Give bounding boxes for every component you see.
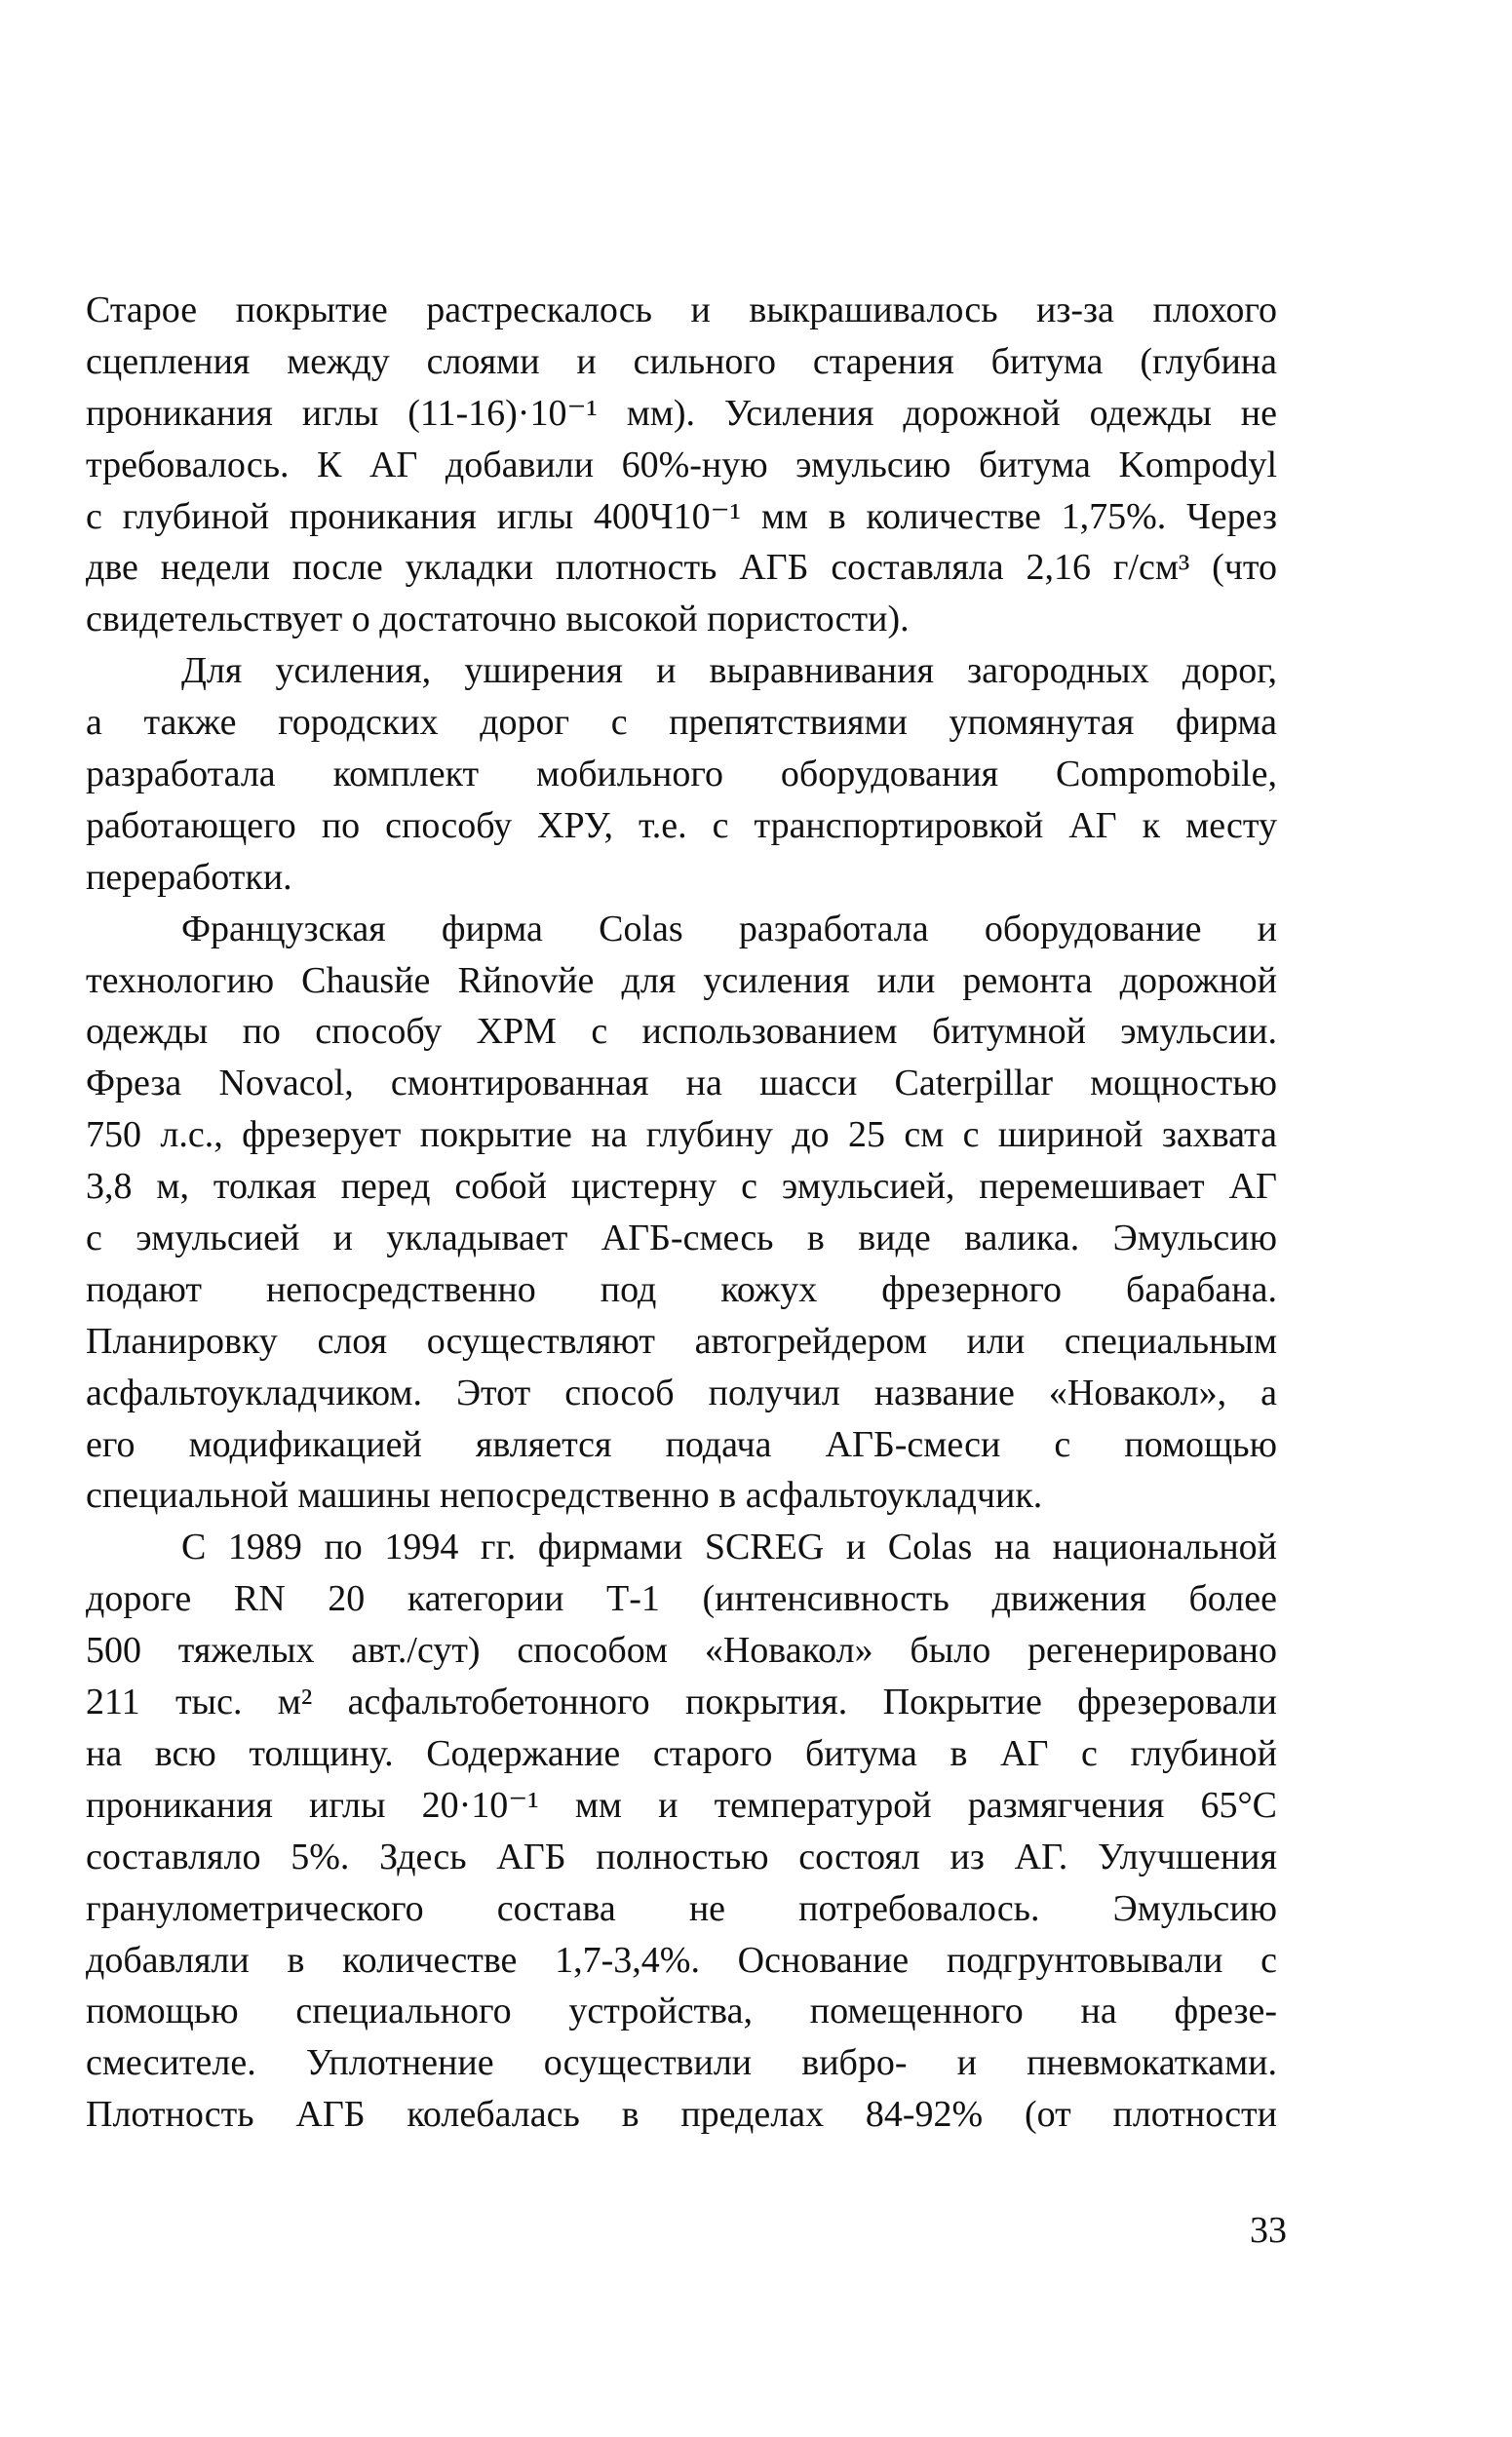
text-line: а также городских дорог с препятствиями упомянутая фирма bbox=[86, 702, 1277, 744]
text-line: свидетельствует о достаточно высокой пористости). bbox=[86, 599, 910, 640]
text-line: 3,8 м, толкая перед собой цистерну с эмульсией, перемешивает АГ bbox=[86, 1166, 1277, 1208]
text-line: Планировку слоя осуществляют автогрейдером или специальным bbox=[86, 1320, 1277, 1362]
text-line: помощью специального устройства, помещенного на фрезе- bbox=[86, 1991, 1277, 2032]
text-line: составляло 5%. Здесь АГБ полностью состоял из АГ. Улучшения bbox=[86, 1836, 1277, 1877]
text-line: сцепления между слоями и сильного старения битума (глубина bbox=[86, 340, 1277, 382]
text-line: Плотность АГБ колебалась в пределах 84-92% (от плотности bbox=[86, 2094, 1277, 2136]
text-line: переработки. bbox=[86, 856, 292, 898]
text-line: 750 л.с., фрезерует покрытие на глубину до 25 см с шириной захвата bbox=[86, 1114, 1277, 1156]
text-line: проникания иглы 20·10⁻¹ мм и температурой размягчения 65°С bbox=[86, 1784, 1277, 1826]
text-line: две недели после укладки плотность АГБ составляла 2,16 г/см³ (что bbox=[86, 547, 1277, 589]
page-number: 33 bbox=[1250, 2210, 1287, 2251]
text-line: на всю толщину. Содержание старого битума в АГ с глубиной bbox=[86, 1732, 1277, 1774]
text-line: добавляли в количестве 1,7-3,4%. Основание подгрунтовывали с bbox=[86, 1939, 1277, 1981]
text-line: 500 тяжелых авт./сут) способом «Новакол» было регенерировано bbox=[86, 1630, 1277, 1672]
text-line: Старое покрытие растрескалось и выкрашивалось из-за плохого bbox=[86, 290, 1277, 330]
text-line: технологию Chausйe Rйnovйe для усиления или ремонта дорожной bbox=[86, 959, 1277, 1001]
text-line: Фреза Novacol, смонтированная на шасси Caterpillar мощностью bbox=[86, 1063, 1277, 1104]
text-line: проникания иглы (11-16)·10⁻¹ мм). Усиления дорожной одежды не bbox=[86, 392, 1277, 434]
text-line: с глубиной проникания иглы 400Ч10⁻¹ мм в количестве 1,75%. Через bbox=[86, 495, 1277, 537]
text-line: его модификацией является подача АГБ-смеси с помощью bbox=[86, 1423, 1277, 1465]
text-line: С 1989 по 1994 гг. фирмами SCREG и Colas на национальной bbox=[181, 1527, 1277, 1568]
text-line: разработала комплект мобильного оборудования Compomobile, bbox=[86, 754, 1277, 795]
body-text bbox=[86, 285, 1277, 2141]
text-line: Для усиления, уширения и выравнивания загородных дорог, bbox=[181, 650, 1277, 692]
text-line: подают непосредственно под кожух фрезерного барабана. bbox=[86, 1268, 1277, 1310]
text-line: работающего по способу ХРУ, т.е. с транспортировкой АГ к месту bbox=[86, 804, 1277, 846]
text-line: специальной машины непосредственно в асфальтоукладчик. bbox=[86, 1475, 1043, 1517]
text-line: гранулометрического состава не потребовалось. Эмульсию bbox=[86, 1887, 1277, 1929]
text-line: Французская фирма Colas разработала оборудование и bbox=[181, 908, 1277, 949]
text-line: асфальтоукладчиком. Этот способ получил название «Новакол», а bbox=[86, 1372, 1277, 1413]
text-line: с эмульсией и укладывает АГБ-смесь в виде валика. Эмульсию bbox=[86, 1218, 1277, 1259]
text-line: смесителе. Уплотнение осуществили вибро- и пневмокатками. bbox=[86, 2042, 1277, 2084]
text-line: одежды по способу ХРМ с использованием битумной эмульсии. bbox=[86, 1011, 1277, 1053]
text-line: дороге RN 20 категории Т-1 (интенсивность движения более bbox=[86, 1578, 1277, 1620]
text-line: требовалось. К АГ добавили 60%-ную эмульсию битума Kompodyl bbox=[86, 444, 1277, 485]
text-line: 211 тыс. м² асфальтобетонного покрытия. Покрытие фрезеровали bbox=[86, 1682, 1277, 1723]
